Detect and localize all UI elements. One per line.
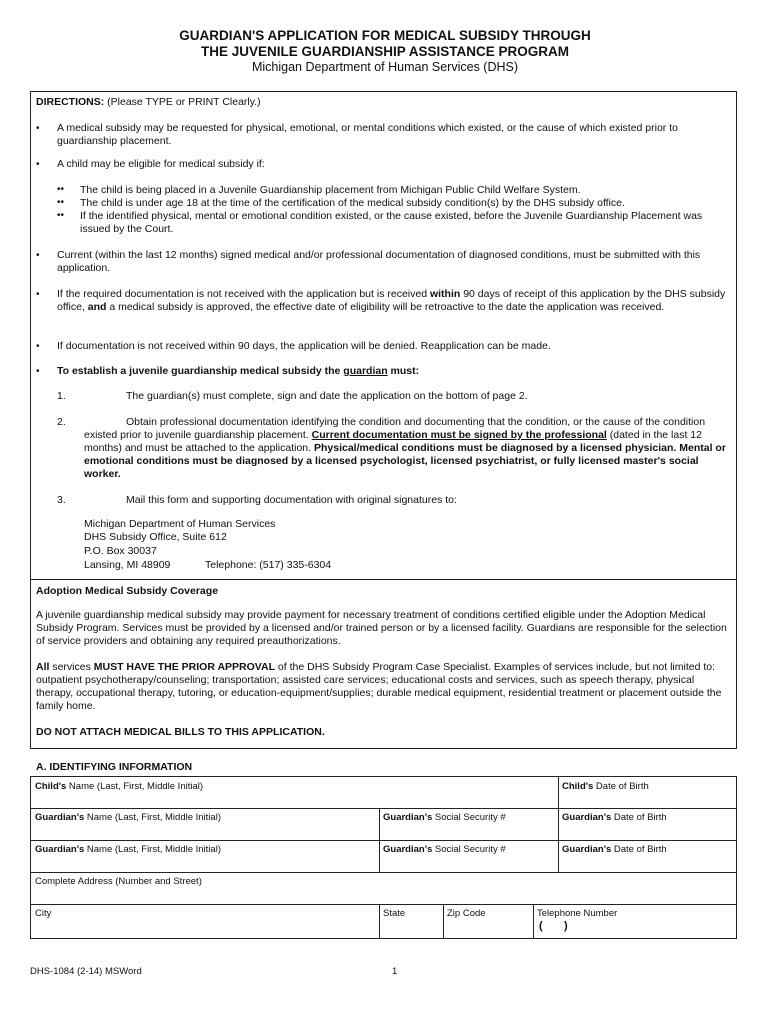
eligibility-item-1: The child is being placed in a Juvenile Guardianship placement from Michigan Public Child Welfare System. (80, 184, 581, 196)
mailing-address-line-3: P.O. Box 30037 (84, 545, 157, 557)
telephone-field[interactable]: Telephone Number ( ) (533, 904, 737, 939)
guardian-2-ssn-field[interactable]: Guardian's Social Security # (379, 840, 559, 873)
bullet-icon: • (36, 159, 40, 170)
coverage-paragraph-2: All services MUST HAVE THE PRIOR APPROVAL of the DHS Subsidy Program Case Specialist. Examples of services include, but not limited to: outpatient psychotherapy/counseling; transportation; assisted care services; educational costs and services, such as speech therapy, physical therapy, occupational therapy, tutoring, or education-equipment/supplies; durable medical equipment, residential treatment or placement outside the family home. (36, 661, 722, 712)
step-2-text: Obtain professional documentation identifying the condition and documenting that the condition, or the cause of the condition existed prior to juvenile guardianship placement. Current documentation must be signed by the professional (dated in the last 12 months) and must be attached to the application. Physical/medical conditions must be diagnosed by a licensed physician. Mental or emotional conditions must be diagnosed by a licensed psychologist, licensed psychiatrist, or fully licensed master's social worker. (84, 416, 726, 480)
guardian-1-name-field[interactable]: Guardian's Name (Last, First, Middle Initial) (30, 808, 380, 841)
directions-bullet-3: Current (within the last 12 months) signed medical and/or professional documentation of diagnosed conditions, must be submitted with this application. (57, 249, 701, 274)
eligibility-item-3: If the identified physical, mental or emotional condition existed, or the cause existed, before the Juvenile Guardianship Placement was issued by the Court. (80, 210, 703, 235)
directions-bullet-6: To establish a juvenile guardianship medical subsidy the guardian must: (57, 365, 420, 377)
guardian-2-dob-field[interactable]: Guardian's Date of Birth (558, 840, 737, 873)
directions-heading: DIRECTIONS: (Please TYPE or PRINT Clearly.) (36, 96, 261, 108)
bullet-icon: • (36, 123, 40, 134)
step-1-text: The guardian(s) must complete, sign and date the application on the bottom of page 2. (126, 390, 528, 402)
directions-bullet-1: A medical subsidy may be requested for physical, emotional, or mental conditions which existed, or the cause of which existed prior to guardianship placement. (57, 122, 678, 147)
section-a-title: A. IDENTIFYING INFORMATION (36, 761, 193, 773)
step-number-3: 3. (57, 494, 66, 506)
directions-bullet-4: If the required documentation is not received with the application but is received within 90 days of receipt of this application by the DHS subsidy office, and a medical subsidy is approved, the effective date of eligibility will be retroactive to the date the application was received. (57, 288, 726, 313)
step-3-text: Mail this form and supporting documentation with original signatures to: (126, 494, 457, 506)
coverage-paragraph-1: A juvenile guardianship medical subsidy may provide payment for necessary treatment of conditions certified eligible under the Adoption Medical Subsidy Program. Services must be provided by a licensed and/or trained person or by a licensed facility. Guardians are responsible for the selection of service providers and obtaining any required preauthorizations. (36, 609, 727, 647)
directions-bullet-2: A child may be eligible for medical subsidy if: (57, 158, 265, 170)
coverage-title: Adoption Medical Subsidy Coverage (36, 585, 219, 597)
area-code-parens: ( ) (539, 920, 568, 932)
title-line-1: GUARDIAN'S APPLICATION FOR MEDICAL SUBSIDY THROUGH (179, 28, 591, 43)
child-dob-field[interactable]: Child's Date of Birth (558, 776, 737, 809)
double-bullet-icon: •• (57, 210, 65, 221)
address-field[interactable]: Complete Address (Number and Street) (30, 872, 737, 905)
bullet-icon: • (36, 289, 40, 300)
subtitle: Michigan Department of Human Services (DHS) (251, 60, 519, 74)
guardian-1-ssn-field[interactable]: Guardian's Social Security # (379, 808, 559, 841)
zip-code-field[interactable]: Zip Code (443, 904, 534, 939)
no-bills-notice: DO NOT ATTACH MEDICAL BILLS TO THIS APPLICATION. (36, 726, 325, 738)
child-name-field[interactable]: Child's Name (Last, First, Middle Initial) (30, 776, 559, 809)
guardian-2-name-field[interactable]: Guardian's Name (Last, First, Middle Initial) (30, 840, 380, 873)
form-id: DHS-1084 (2-14) MSWord (30, 966, 142, 977)
bullet-icon: • (36, 341, 40, 352)
city-field[interactable]: City (30, 904, 380, 939)
mailing-telephone: Telephone: (517) 335-6304 (205, 559, 332, 571)
state-field[interactable]: State (379, 904, 444, 939)
mailing-address-line-1: Michigan Department of Human Services (84, 518, 276, 530)
directions-bullet-5: If documentation is not received within 90 days, the application will be denied. Reapplication can be made. (57, 340, 551, 352)
page-number: 1 (392, 966, 398, 977)
step-number-1: 1. (57, 390, 66, 402)
bullet-icon: • (36, 250, 40, 261)
step-number-2: 2. (57, 416, 66, 428)
double-bullet-icon: •• (57, 184, 65, 195)
eligibility-item-2: The child is under age 18 at the time of the certification of the medical subsidy condition(s) by the DHS subsidy office. (80, 197, 625, 209)
mailing-address-line-4: Lansing, MI 48909 (84, 559, 171, 571)
double-bullet-icon: •• (57, 197, 65, 208)
mailing-address-line-2: DHS Subsidy Office, Suite 612 (84, 531, 227, 543)
title-line-2: THE JUVENILE GUARDIANSHIP ASSISTANCE PROGRAM (200, 44, 570, 59)
bullet-icon: • (36, 366, 40, 377)
guardian-1-dob-field[interactable]: Guardian's Date of Birth (558, 808, 737, 841)
